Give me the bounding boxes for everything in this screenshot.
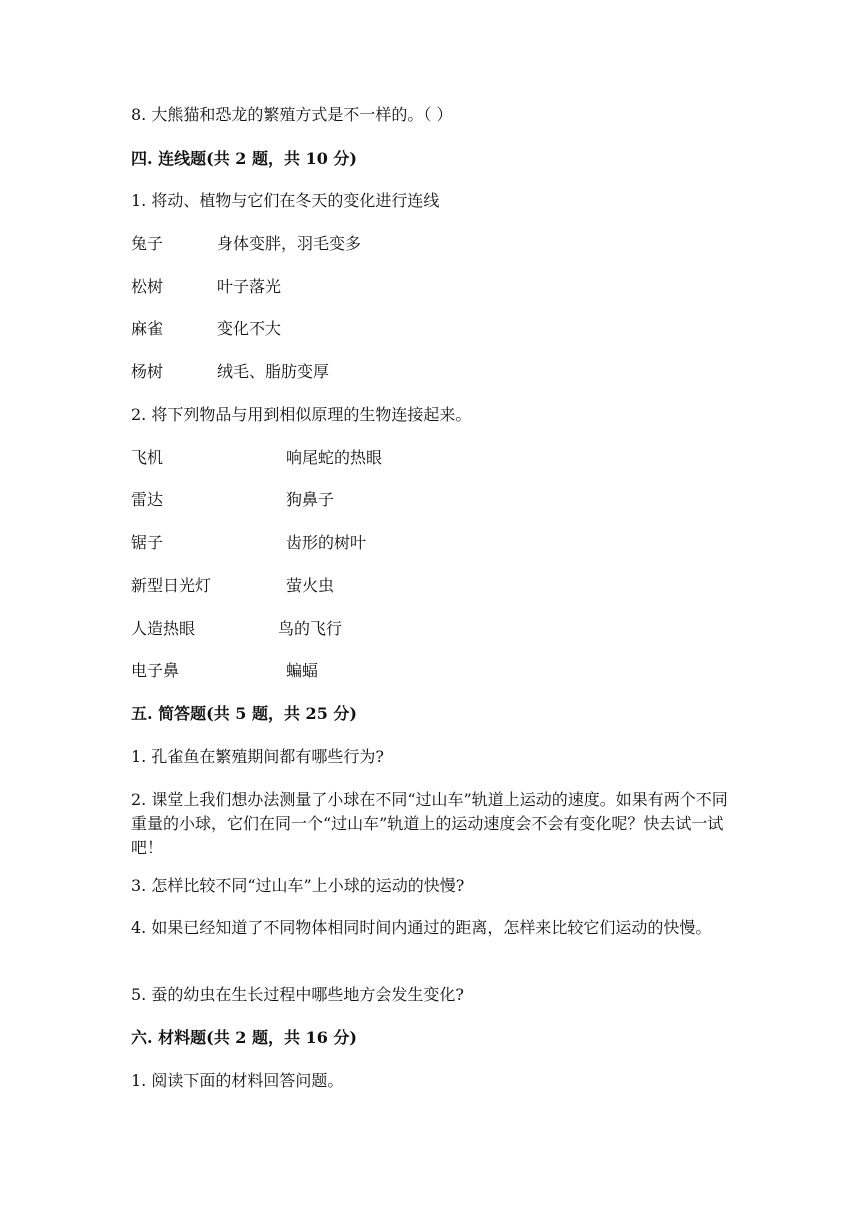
match-right-item: 萤火虫: [286, 576, 335, 595]
section-5-q3: 3. 怎样比较不同“过山车”上小球的运动的快慢?: [131, 876, 465, 895]
match-right-item: 狗鼻子: [286, 490, 335, 509]
match-left-item: 杨树: [131, 362, 164, 381]
match-right-item: 身体变胖，羽毛变多: [217, 234, 362, 253]
match-left-item: 人造热眼: [131, 619, 196, 638]
match-right-item: 叶子落光: [217, 277, 282, 296]
match-right-item: 蝙蝠: [286, 661, 319, 680]
section-5-q5: 5. 蚕的幼虫在生长过程中哪些地方会发生变化?: [131, 985, 464, 1004]
match-left-item: 新型日光灯: [131, 576, 212, 595]
match-right-item: 绒毛、脂肪变厚: [217, 362, 330, 381]
match-left-item: 松树: [131, 277, 164, 296]
section-6-q1: 1. 阅读下面的材料回答问题。: [131, 1071, 344, 1090]
section-4-heading: 四. 连线题(共 2 题，共 10 分): [131, 149, 357, 168]
section-5-heading: 五. 简答题(共 5 题，共 25 分): [131, 704, 357, 723]
match-left-item: 电子鼻: [131, 661, 180, 680]
match-right-item: 鸟的飞行: [278, 619, 343, 638]
section-5-q4: 4. 如果已经知道了不同物体相同时间内通过的距离，怎样来比较它们运动的快慢。: [131, 918, 712, 937]
question-8: 8. 大熊猫和恐龙的繁殖方式是不一样的。（ ）: [131, 105, 453, 124]
match-right-item: 齿形的树叶: [286, 533, 367, 552]
match-left-item: 麻雀: [131, 319, 164, 338]
section-5-q2: 2. 课堂上我们想办法测量了小球在不同“过山车”轨道上运动的速度。如果有两个不同重量的小球，它们在同一个“过山车”轨道上的运动速度会不会有变化呢？快去试一试吧！: [131, 790, 728, 857]
match-left-item: 飞机: [131, 448, 164, 467]
match-right-item: 响尾蛇的热眼: [286, 448, 383, 467]
section-6-heading: 六. 材料题(共 2 题，共 16 分): [131, 1028, 357, 1047]
match-left-item: 锯子: [131, 533, 164, 552]
match-left-item: 雷达: [131, 490, 164, 509]
section-4-q1: 1. 将动、植物与它们在冬天的变化进行连线: [131, 191, 440, 210]
section-5-q1: 1. 孔雀鱼在繁殖期间都有哪些行为?: [131, 747, 384, 766]
section-4-q2: 2. 将下列物品与用到相似原理的生物连接起来。: [131, 405, 472, 424]
match-right-item: 变化不大: [217, 319, 282, 338]
match-left-item: 兔子: [131, 234, 164, 253]
